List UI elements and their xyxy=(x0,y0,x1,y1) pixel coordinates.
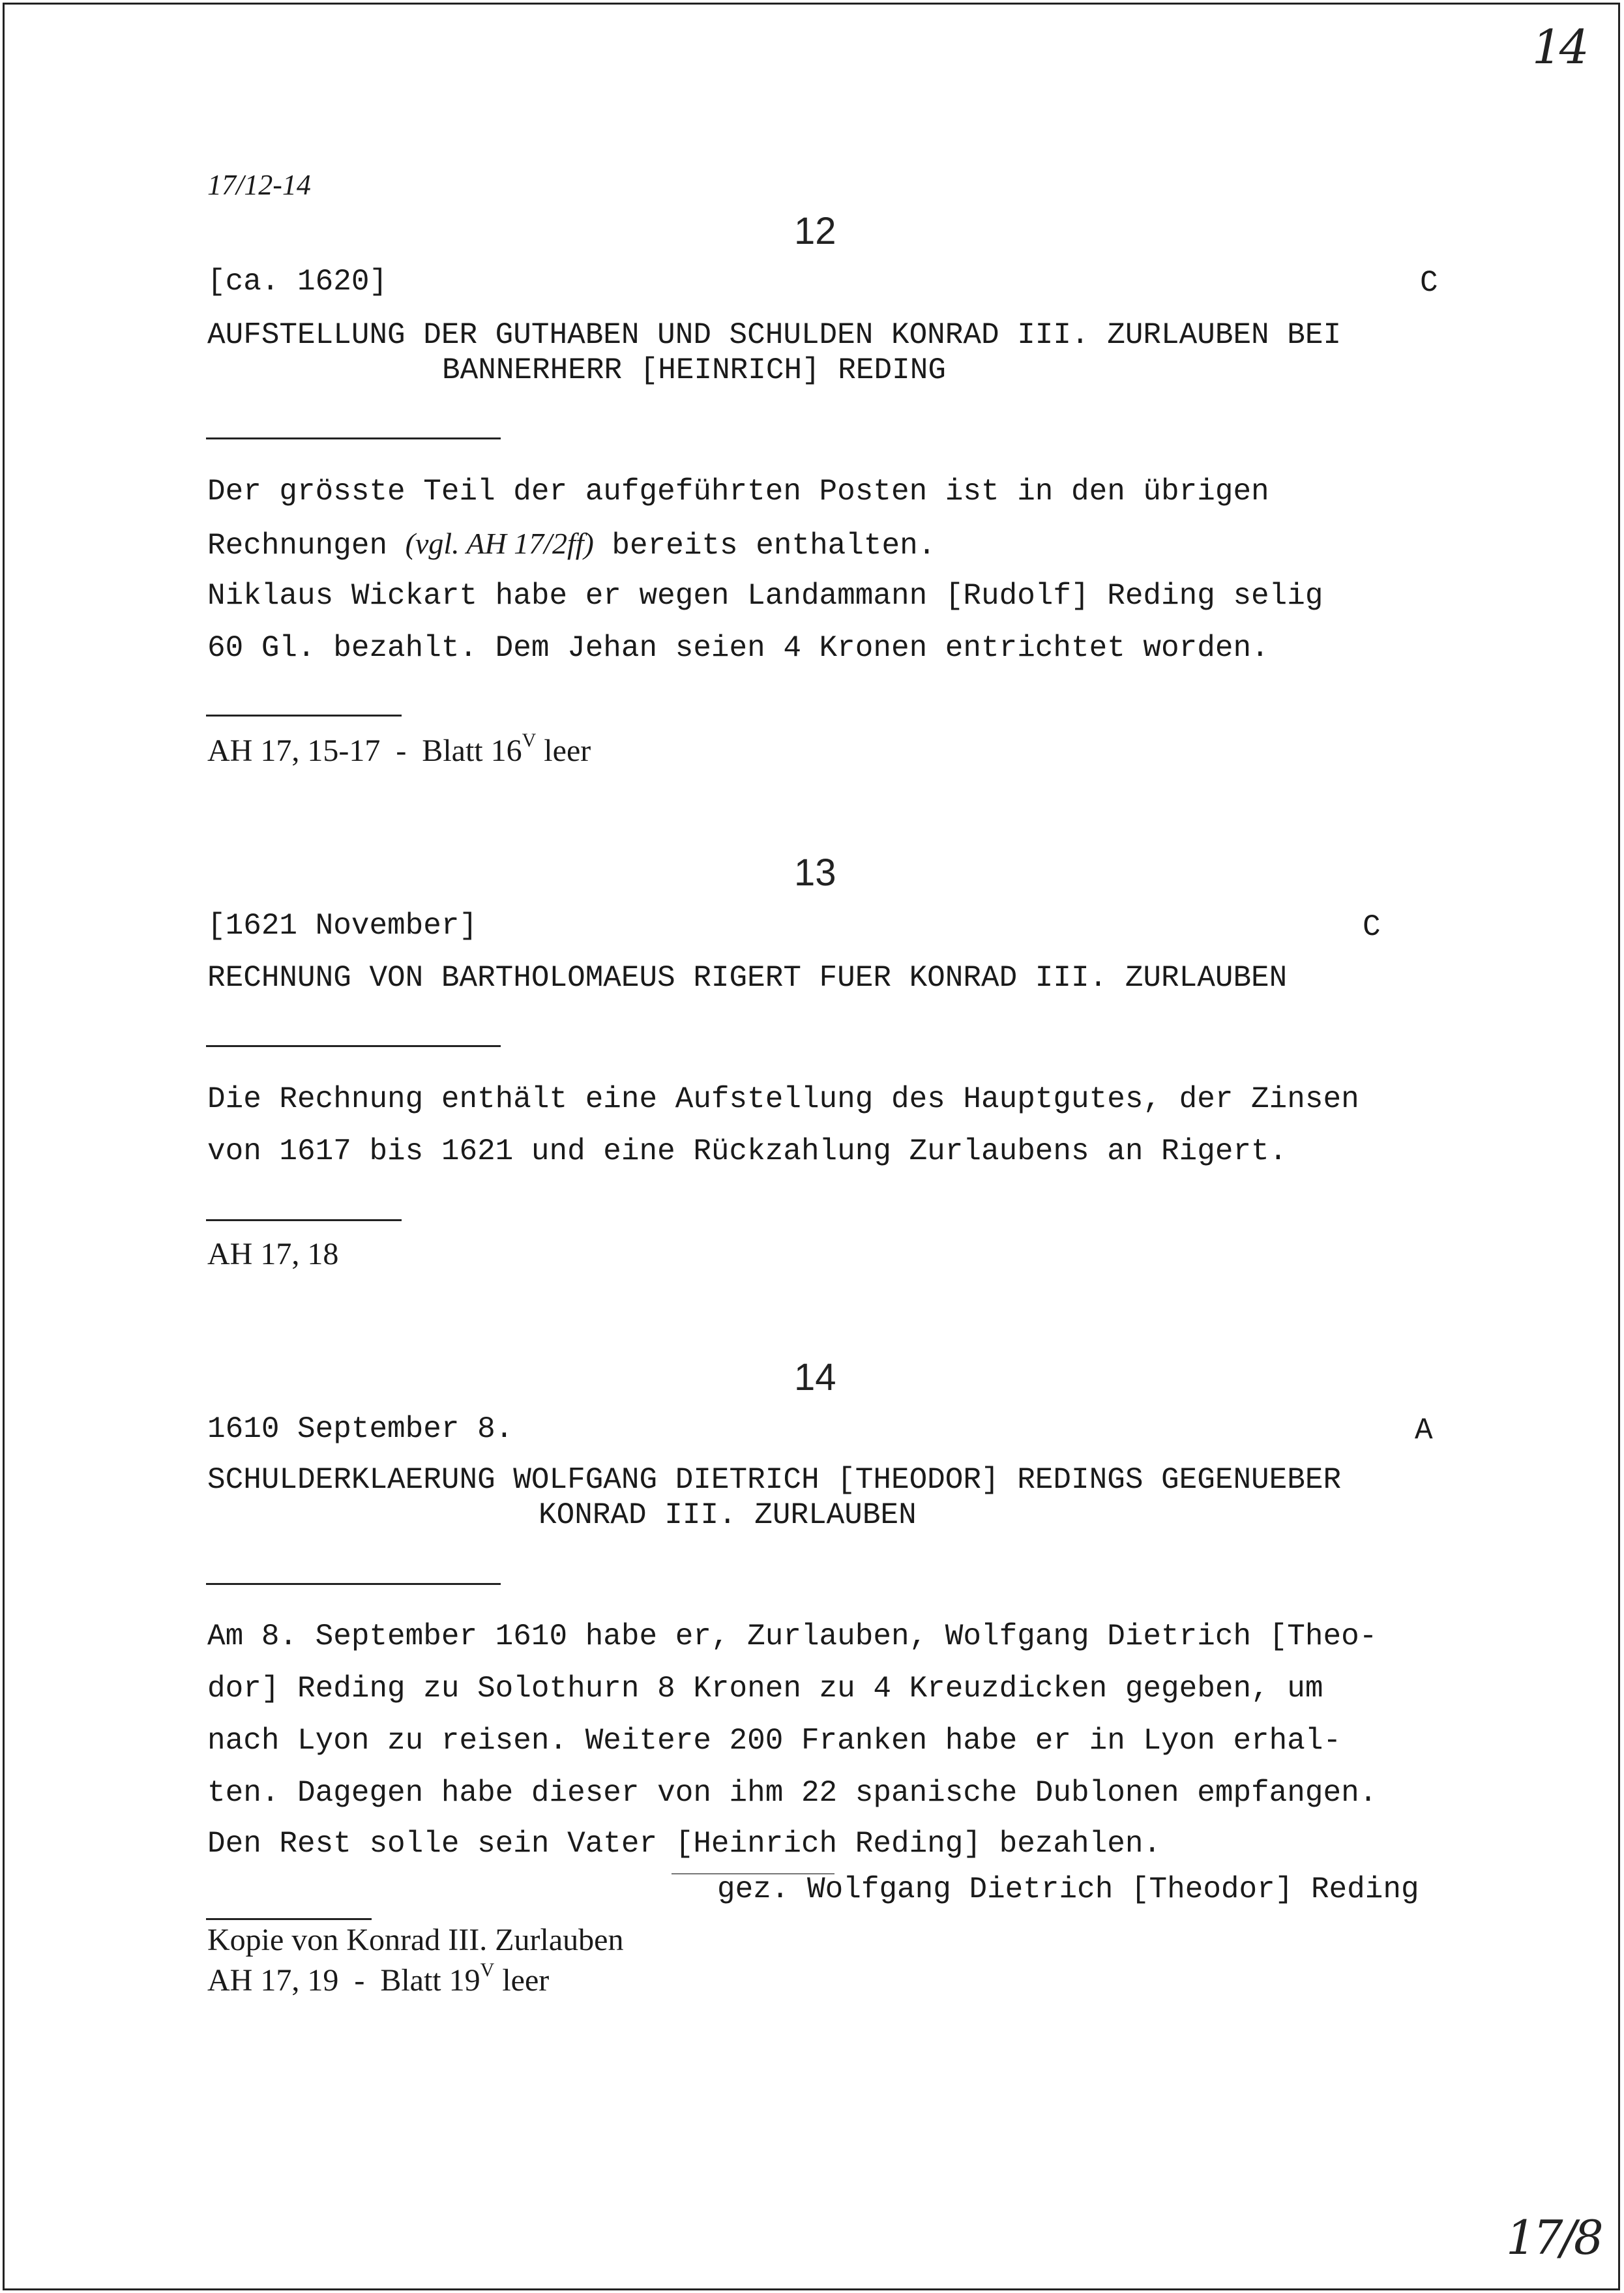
entry-12-grade: C xyxy=(1420,266,1438,300)
entry-13-title-line-1: RECHNUNG VON BARTHOLOMAEUS RIGERT FUER KONRAD III. ZURLAUBEN xyxy=(207,961,1288,995)
entry-14-copy-note: Kopie von Konrad III. Zurlauben xyxy=(207,1923,624,1957)
entry-14-grade: A xyxy=(1415,1413,1433,1447)
entry-12-source-separator xyxy=(206,715,402,717)
entry-14-title-line-1: SCHULDERKLAERUNG WOLFGANG DIETRICH [THEODOR] REDINGS GEGENUEBER xyxy=(207,1463,1342,1497)
entry-14-body-line-1: Am 8. September 1610 habe er, Zurlauben, Wolfgang Dietrich [Theo- xyxy=(207,1620,1378,1653)
entry-14-separator xyxy=(206,1583,501,1585)
entry-14-body-line-5: Den Rest solle sein Vater [Heinrich Reding] bezahlen. xyxy=(207,1827,1162,1861)
bottom-page-mark: 17/8 xyxy=(1506,2210,1601,2265)
entry-14-body-line-2: dor] Reding zu Solothurn 8 Kronen zu 4 Kreuzdicken gegeben, um xyxy=(207,1672,1323,1706)
entry-13-date: [1621 November] xyxy=(207,909,478,943)
entry-14-signature: gez. Wolfgang Dietrich [Theodor] Reding xyxy=(717,1872,1419,1906)
entry-12-date: [ca. 1620] xyxy=(207,265,388,299)
entry-12-body-line-2: Rechnungen (vgl. AH 17/2ff) bereits enthalten. xyxy=(207,527,936,563)
entry-12-body-line-3: Niklaus Wickart habe er wegen Landammann [Rudolf] Reding selig xyxy=(207,579,1323,613)
entry-12-separator xyxy=(206,437,501,439)
entry-14-title-line-2: KONRAD III. ZURLAUBEN xyxy=(539,1498,917,1532)
entry-12-citation: (vgl. AH 17/2ff) xyxy=(405,527,594,560)
entry-12-source: AH 17, 15-17 - Blatt $16^V$ leer xyxy=(207,730,591,768)
entry-14-date: 1610 September 8. xyxy=(207,1412,514,1446)
corner-page-mark: 14 xyxy=(1532,20,1587,74)
entry-12-title-line-2: BANNERHERR [HEINRICH] REDING xyxy=(442,353,946,387)
entry-13-separator xyxy=(206,1045,501,1047)
entry-13-source-separator xyxy=(206,1219,402,1221)
entry-13-source: AH 17, 18 xyxy=(207,1237,339,1271)
entry-12-body-line-4: 60 Gl. bezahlt. Dem Jehan seien 4 Kronen entrichtet worden. xyxy=(207,631,1269,665)
entry-14-body-line-4: ten. Dagegen habe dieser von ihm 22 spanische Dublonen empfangen. xyxy=(207,1776,1378,1810)
entry-13-body-line-2: von 1617 bis 1621 und eine Rückzahlung Zurlaubens an Rigert. xyxy=(207,1134,1288,1168)
entry-14-number: 14 xyxy=(794,1356,836,1398)
entry-14-body-line-3: nach Lyon zu reisen. Weitere 200 Franken habe er in Lyon erhal- xyxy=(207,1724,1342,1758)
reference-code: 17/12-14 xyxy=(207,169,311,201)
entry-12-body-line-1: Der grösste Teil der aufgeführten Posten ist in den übrigen xyxy=(207,475,1269,509)
entry-12-title-line-1: AUFSTELLUNG DER GUTHABEN UND SCHULDEN KONRAD III. ZURLAUBEN BEI xyxy=(207,318,1342,352)
entry-13-grade: C xyxy=(1363,910,1381,944)
entry-14-note-separator xyxy=(206,1918,372,1920)
entry-14-source: AH 17, 19 - Blatt $19^V$ leer xyxy=(207,1959,550,1998)
entry-12-number: 12 xyxy=(794,210,836,252)
entry-13-number: 13 xyxy=(794,851,836,894)
entry-13-body-line-1: Die Rechnung enthält eine Aufstellung des Hauptgutes, der Zinsen xyxy=(207,1082,1359,1116)
